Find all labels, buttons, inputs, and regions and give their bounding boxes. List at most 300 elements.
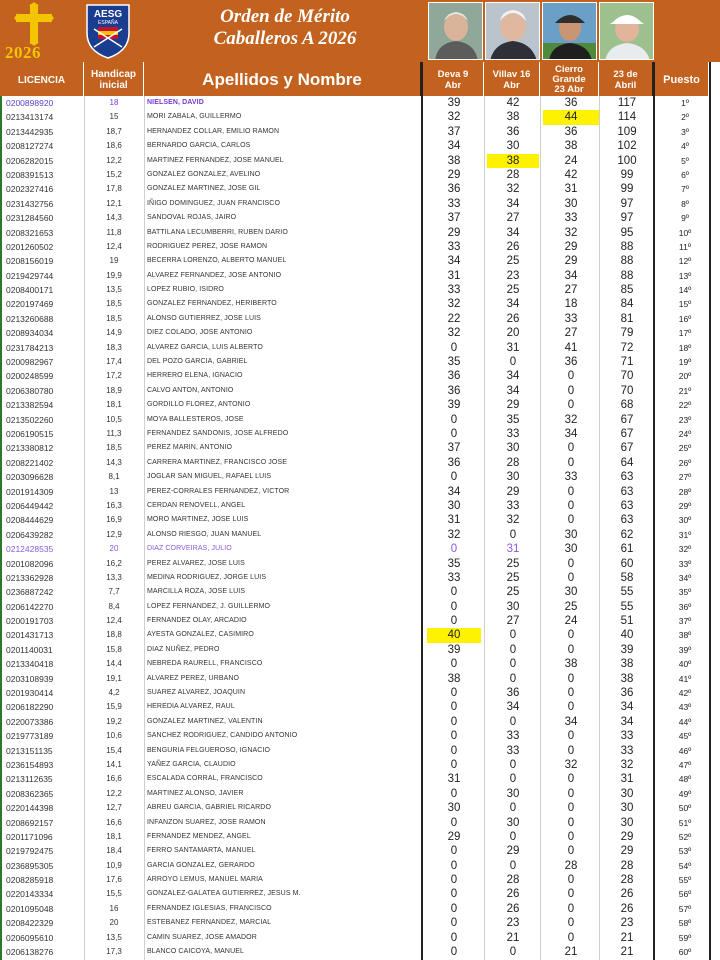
- player-name-cell: DIEZ COLADO, JOSE ANTONIO: [147, 329, 253, 337]
- handicap-cell: 14,4: [106, 659, 122, 669]
- cierro-grande-score-cell: 42: [564, 168, 578, 181]
- total-points-cell: 40: [620, 629, 634, 642]
- player-name-cell: ALVAREZ FERNANDEZ, JOSE ANTONIO: [147, 271, 282, 279]
- total-points-cell: 99: [620, 168, 634, 181]
- column-divider: [484, 96, 485, 960]
- position-cell: 20º: [678, 371, 692, 382]
- total-points-cell: 79: [620, 327, 634, 340]
- cierro-grande-score-cell: 0: [567, 485, 575, 498]
- villaviciosa-score-cell: 30: [506, 442, 520, 455]
- col-header-deva-l2: Abr: [444, 80, 462, 91]
- col-header-licencia: LICENCIA: [0, 62, 84, 98]
- position-cell: 43º: [678, 702, 692, 713]
- position-cell: 13º: [678, 270, 692, 281]
- cierro-grande-score-cell: 30: [564, 586, 578, 599]
- total-points-cell: 33: [620, 744, 634, 757]
- player-name-cell: FERRO SANTAMARTA, MANUEL: [147, 847, 256, 855]
- licencia-cell: 0201095048: [6, 903, 54, 914]
- villaviciosa-score-cell: 30: [506, 471, 520, 484]
- player-name-cell: ESTEBANEZ FERNANDEZ, MARCIAL: [147, 919, 272, 927]
- total-points-cell: 34: [620, 701, 634, 714]
- table-row: [0, 355, 720, 369]
- total-points-cell: 38: [620, 658, 634, 671]
- total-points-cell: 23: [620, 917, 634, 930]
- total-points-cell: 21: [620, 946, 634, 959]
- deva-score-cell: 0: [450, 758, 458, 771]
- player-name-cell: GONZALEZ MARTINEZ, VALENTIN: [147, 717, 263, 725]
- villaviciosa-score-cell: 0: [509, 773, 517, 786]
- position-cell: 55º: [678, 875, 692, 886]
- table-row: [0, 326, 720, 340]
- position-cell: 15º: [678, 299, 692, 310]
- handicap-cell: 18: [109, 98, 119, 107]
- villaviciosa-score-cell: 34: [506, 197, 520, 210]
- table-row: [0, 585, 720, 599]
- player-name-cell: ALVAREZ GARCIA, LUIS ALBERTO: [147, 343, 263, 351]
- col-header-deva-l1: Deva 9: [437, 69, 469, 80]
- handicap-cell: 14,9: [106, 328, 122, 338]
- col-header-villav-l2: Abr: [503, 80, 520, 91]
- position-cell: 34º: [678, 572, 692, 583]
- cierro-grande-score-cell: 36: [564, 125, 578, 138]
- table-row: [0, 801, 720, 815]
- table-row: [0, 571, 720, 585]
- handicap-cell: 15,5: [106, 889, 122, 899]
- total-points-cell: 95: [620, 226, 634, 239]
- aesg-logo-text: AESG: [93, 9, 123, 20]
- villaviciosa-score-cell: 33: [506, 427, 520, 440]
- player-name-cell: MORO MARTINEZ, JOSE LUIS: [147, 516, 249, 524]
- cierro-grande-score-cell: 0: [567, 514, 575, 527]
- col-header-villaviciosa: [484, 62, 540, 98]
- cierro-grande-score-cell: 0: [567, 931, 575, 944]
- cierro-grande-score-cell: 0: [567, 557, 575, 570]
- licencia-cell: 0236887242: [6, 587, 54, 598]
- player-name-cell: RODRIGUEZ PEREZ, JOSE RAMON: [147, 242, 268, 250]
- villaviciosa-score-cell: 34: [506, 701, 520, 714]
- deva-score-cell: 36: [447, 183, 461, 196]
- villaviciosa-score-cell: 33: [506, 730, 520, 743]
- player-name-cell: DIAZ CORVEIRAS, JULIO: [147, 545, 232, 553]
- cierro-grande-score-cell: 0: [567, 845, 575, 858]
- deva-score-cell: 0: [450, 917, 458, 930]
- villaviciosa-score-cell: 32: [506, 514, 520, 527]
- cierro-grande-score-cell: 38: [564, 140, 578, 153]
- villaviciosa-score-cell: 34: [506, 226, 520, 239]
- cierro-grande-score-cell: 0: [567, 816, 575, 829]
- table-row: [0, 628, 720, 642]
- deva-score-cell: 0: [450, 859, 458, 872]
- position-cell: 48º: [678, 774, 692, 785]
- total-points-cell: 36: [620, 687, 634, 700]
- position-cell: 1º: [681, 98, 689, 108]
- total-points-cell: 68: [620, 399, 634, 412]
- deva-score-cell: 0: [450, 701, 458, 714]
- licencia-cell: 0213413174: [6, 112, 54, 123]
- villaviciosa-score-cell: 30: [506, 787, 520, 800]
- total-points-cell: 62: [620, 528, 634, 541]
- handicap-cell: 14,3: [106, 213, 122, 223]
- player-name-cell: PEREZ MARIN, ANTONIO: [147, 444, 233, 452]
- deva-score-cell: 36: [447, 456, 461, 469]
- licencia-cell: 0212428535: [6, 544, 54, 555]
- cierro-grande-score-cell: 0: [567, 802, 575, 815]
- player-name-cell: CAMIN SUAREZ, JOSE AMADOR: [147, 933, 257, 941]
- total-points-cell: 21: [620, 931, 634, 944]
- position-cell: 53º: [678, 846, 692, 857]
- cierro-grande-score-cell: 0: [567, 787, 575, 800]
- deva-score-cell: 31: [447, 514, 461, 527]
- villaviciosa-score-cell: 0: [509, 715, 517, 728]
- position-cell: 50º: [678, 803, 692, 814]
- handicap-cell: 19,2: [106, 716, 122, 726]
- col-header-total-l2: Abril: [614, 80, 637, 91]
- total-points-cell: 85: [620, 284, 634, 297]
- handicap-cell: 13,5: [106, 932, 122, 942]
- table-row: [0, 398, 720, 412]
- player-name-cell: HEREDIA ALVAREZ, RAUL: [147, 703, 235, 711]
- cierro-grande-score-cell: 44: [543, 110, 599, 124]
- licencia-cell: 0219792475: [6, 846, 54, 857]
- handicap-cell: 14,1: [106, 759, 122, 769]
- licencia-cell: 0213112635: [6, 774, 53, 785]
- column-divider-thick: [653, 96, 655, 960]
- table-row: [0, 643, 720, 657]
- column-divider: [144, 96, 145, 960]
- handicap-cell: 14,3: [106, 457, 122, 467]
- licencia-cell: 0206182290: [6, 702, 54, 713]
- player-name-cell: DEL POZO GARCIA, GABRIEL: [147, 358, 248, 366]
- licencia-cell: 0208444629: [6, 515, 54, 526]
- deva-score-cell: 29: [447, 168, 461, 181]
- position-cell: 52º: [678, 831, 692, 842]
- handicap-cell: 12,7: [106, 803, 122, 813]
- villaviciosa-score-cell: 36: [506, 125, 520, 138]
- player-name-cell: GARCIA GONZALEZ, GERARDO: [147, 861, 255, 869]
- table-row: [0, 614, 720, 628]
- table-row: [0, 125, 720, 139]
- table-row: [0, 715, 720, 729]
- total-points-cell: 67: [620, 427, 634, 440]
- position-cell: 26º: [678, 457, 692, 468]
- player-name-cell: SUAREZ ALVAREZ, JOAQUIN: [147, 689, 246, 697]
- licencia-cell: 0200898920: [6, 98, 54, 108]
- villaviciosa-score-cell: 32: [506, 183, 520, 196]
- deva-score-cell: 0: [450, 687, 458, 700]
- villaviciosa-score-cell: 20: [506, 327, 520, 340]
- table-row: [0, 182, 720, 196]
- villaviciosa-score-cell: 36: [506, 687, 520, 700]
- position-cell: 36º: [678, 601, 692, 612]
- table-row: [0, 197, 720, 211]
- position-cell: 11º: [679, 241, 691, 252]
- cierro-grande-score-cell: 0: [567, 442, 575, 455]
- player-name-cell: MARTINEZ FERNANDEZ, JOSE MANUEL: [147, 156, 284, 164]
- deva-score-cell: 31: [447, 269, 461, 282]
- cierro-grande-score-cell: 0: [567, 370, 575, 383]
- position-cell: 54º: [678, 860, 692, 871]
- table-row: [0, 96, 720, 110]
- player-name-cell: PEREZ-CORRALES FERNANDEZ, VICTOR: [147, 487, 290, 495]
- villaviciosa-score-cell: 38: [506, 111, 520, 124]
- year-label: 2026: [5, 43, 41, 62]
- player-name-cell: BECERRA LORENZO, ALBERTO MANUEL: [147, 257, 287, 265]
- cierro-grande-score-cell: 0: [567, 499, 575, 512]
- cierro-grande-score-cell: 0: [567, 830, 575, 843]
- deva-score-cell: 33: [447, 284, 461, 297]
- deva-score-cell: 0: [450, 888, 458, 901]
- position-cell: 31º: [678, 529, 692, 540]
- villaviciosa-score-cell: 0: [509, 946, 517, 959]
- total-points-cell: 29: [620, 830, 634, 843]
- total-points-cell: 63: [620, 485, 634, 498]
- position-cell: 30º: [678, 515, 692, 526]
- ranking-table-body: [0, 96, 720, 959]
- player-name-cell: CERDAN RENOVELL, ANGEL: [147, 501, 246, 509]
- table-row: [0, 744, 720, 758]
- licencia-cell: 0220197469: [6, 299, 54, 310]
- player-name-cell: ALONSO GUTIERREZ, JOSE LUIS: [147, 314, 261, 322]
- player-name-cell: FERNANDEZ SANDONIS, JOSE ALFREDO: [147, 429, 289, 437]
- deva-score-cell: 0: [450, 427, 458, 440]
- table-row: [0, 873, 720, 887]
- player-name-cell: SANDOVAL ROJAS, JAIRO: [147, 214, 237, 222]
- deva-score-cell: 36: [447, 370, 461, 383]
- cierro-grande-score-cell: 0: [567, 730, 575, 743]
- villaviciosa-score-cell: 30: [506, 140, 520, 153]
- table-row: [0, 168, 720, 182]
- handicap-cell: 10,6: [106, 731, 122, 741]
- position-cell: 59º: [678, 932, 692, 943]
- position-cell: 22º: [678, 400, 692, 411]
- cierro-grande-score-cell: 0: [567, 456, 575, 469]
- col-header-puesto: Puesto: [655, 62, 709, 98]
- total-points-cell: 31: [620, 773, 634, 786]
- position-cell: 39º: [678, 644, 692, 655]
- table-row: [0, 729, 720, 743]
- licencia-cell: 0231432756: [6, 198, 54, 209]
- position-cell: 7º: [681, 184, 689, 195]
- position-cell: 16º: [678, 313, 692, 324]
- licencia-cell: 0208391513: [6, 169, 54, 180]
- position-cell: 60º: [678, 947, 692, 958]
- cierro-grande-score-cell: 36: [564, 356, 578, 369]
- total-points-cell: 114: [617, 111, 637, 124]
- player-name-cell: YAÑEZ GARCIA, CLAUDIO: [147, 760, 236, 768]
- deva-score-cell: 0: [450, 471, 458, 484]
- table-row: [0, 859, 720, 873]
- title-line-2: Caballeros A 2026: [213, 28, 357, 49]
- col-header-total-l1: 23 de: [613, 69, 638, 80]
- licencia-cell: 0203096628: [6, 472, 54, 483]
- total-points-cell: 84: [620, 298, 634, 311]
- handicap-cell: 15,9: [106, 702, 122, 712]
- position-cell: 57º: [678, 903, 692, 914]
- licencia-cell: 0236154893: [6, 759, 54, 770]
- licencia-cell: 0213380812: [6, 443, 54, 454]
- player-name-cell: BATTILANA LECUMBERRI, RUBEN DARIO: [147, 228, 288, 236]
- table-row: [0, 844, 720, 858]
- villaviciosa-score-cell: 27: [506, 615, 520, 628]
- total-points-cell: 88: [620, 269, 634, 282]
- table-row: [0, 945, 720, 959]
- licencia-cell: 0213502260: [6, 414, 54, 425]
- player-name-cell: ALVAREZ PEREZ, URBANO: [147, 674, 240, 682]
- handicap-cell: 18,6: [106, 141, 122, 151]
- player-name-cell: NEBREDA RAURELL, FRANCISCO: [147, 660, 263, 668]
- table-row: [0, 211, 720, 225]
- player-name-cell: FERNANDEZ OLAY, ARCADIO: [147, 617, 247, 625]
- player-name-cell: ESCALADA CORRAL, FRANCISCO: [147, 775, 263, 783]
- handicap-cell: 16,9: [106, 515, 122, 525]
- position-cell: 10º: [678, 227, 692, 238]
- position-cell: 27º: [678, 472, 692, 483]
- villaviciosa-score-cell: 33: [506, 744, 520, 757]
- licencia-cell: 0200191703: [6, 616, 54, 627]
- table-row: [0, 485, 720, 499]
- cierro-grande-score-cell: 34: [564, 269, 578, 282]
- deva-score-cell: 34: [447, 255, 461, 268]
- cierro-grande-score-cell: 27: [564, 327, 578, 340]
- handicap-cell: 16,6: [106, 817, 122, 827]
- player-name-cell: SANCHEZ RODRIGUEZ, CANDIDO ANTONIO: [147, 732, 298, 740]
- player-name-cell: GONZALEZ-GALATEA GUTIERREZ, JESUS M.: [147, 890, 301, 898]
- position-cell: 42º: [678, 688, 692, 699]
- handicap-cell: 19,9: [106, 270, 122, 280]
- villaviciosa-score-cell: 29: [506, 845, 520, 858]
- handicap-cell: 17,4: [106, 357, 122, 367]
- position-cell: 32º: [678, 544, 692, 555]
- licencia-cell: 0203108939: [6, 673, 54, 684]
- position-cell: 5º: [681, 155, 689, 166]
- villaviciosa-score-cell: 25: [506, 255, 520, 268]
- handicap-cell: 20: [109, 544, 119, 554]
- aesg-logo-subtext: ESPAÑA: [98, 20, 118, 26]
- position-cell: 18º: [678, 342, 692, 353]
- total-points-cell: 117: [617, 97, 637, 109]
- villaviciosa-score-cell: 29: [506, 399, 520, 412]
- column-divider: [84, 96, 85, 960]
- handicap-cell: 15,4: [106, 745, 122, 755]
- player-name-cell: AYESTA GONZALEZ, CASIMIRO: [147, 631, 254, 639]
- table-row: [0, 499, 720, 513]
- deva-score-cell: 34: [447, 140, 461, 153]
- position-cell: 21º: [678, 385, 692, 396]
- villaviciosa-score-cell: 35: [506, 413, 520, 426]
- deva-score-cell: 0: [450, 715, 458, 728]
- deva-score-cell: 0: [450, 730, 458, 743]
- player-name-cell: MORI ZABALA, GUILLERMO: [147, 113, 242, 121]
- handicap-cell: 18,5: [106, 443, 122, 453]
- deva-score-cell: 37: [447, 442, 461, 455]
- total-points-cell: 100: [617, 154, 637, 167]
- villaviciosa-score-cell: 0: [509, 802, 517, 815]
- player-name-cell: MARCILLA ROZA, JOSE LUIS: [147, 588, 246, 596]
- deva-score-cell: 22: [447, 312, 461, 325]
- handicap-cell: 18,8: [106, 630, 122, 640]
- licencia-cell: 0213260688: [6, 313, 54, 324]
- licencia-cell: 0201260502: [6, 241, 54, 252]
- deva-score-cell: 30: [447, 499, 461, 512]
- deva-score-cell: 0: [450, 845, 458, 858]
- total-points-cell: 61: [620, 543, 634, 556]
- deva-score-cell: 33: [447, 571, 461, 584]
- deva-score-cell: 35: [447, 356, 461, 369]
- handicap-cell: 17,2: [106, 371, 122, 381]
- total-points-cell: 51: [620, 615, 634, 628]
- villaviciosa-score-cell: 27: [506, 212, 520, 225]
- total-points-cell: 26: [620, 888, 634, 901]
- total-points-cell: 88: [620, 240, 634, 253]
- col-header-handicap: [84, 62, 144, 98]
- deva-score-cell: 32: [447, 298, 461, 311]
- licencia-cell: 0201171096: [6, 831, 53, 842]
- col-header-cierro-l3: 23 Abr: [554, 84, 584, 95]
- licencia-cell: 0208285918: [6, 875, 54, 886]
- cierro-grande-score-cell: 30: [564, 543, 578, 556]
- licencia-cell: 0236895305: [6, 860, 54, 871]
- deva-score-cell: 0: [450, 341, 458, 354]
- table-row: [0, 830, 720, 844]
- licencia-cell: 0219773189: [6, 731, 54, 742]
- player-name-cell: MEDINA RODRIGUEZ, JORGE LUIS: [147, 573, 267, 581]
- handicap-cell: 11,3: [106, 428, 122, 438]
- villaviciosa-score-cell: 33: [506, 499, 520, 512]
- villaviciosa-score-cell: 0: [509, 859, 517, 872]
- licencia-cell: 0206142270: [6, 601, 54, 612]
- total-points-cell: 70: [620, 384, 634, 397]
- cierro-grande-score-cell: 0: [567, 384, 575, 397]
- handicap-cell: 13,3: [106, 572, 122, 582]
- licencia-cell: 0208221402: [6, 457, 54, 468]
- table-row: [0, 283, 720, 297]
- handicap-cell: 12,2: [106, 155, 122, 165]
- handicap-cell: 12,4: [106, 616, 122, 626]
- deva-score-cell: 0: [450, 946, 458, 959]
- table-row: [0, 441, 720, 455]
- table-row: [0, 686, 720, 700]
- handicap-cell: 17,8: [106, 184, 122, 194]
- deva-score-cell: 35: [447, 557, 461, 570]
- total-points-cell: 60: [620, 557, 634, 570]
- deva-score-cell: 0: [450, 874, 458, 887]
- licencia-cell: 0206190515: [6, 428, 54, 439]
- cierro-grande-score-cell: 29: [564, 240, 578, 253]
- cierro-grande-score-cell: 31: [564, 183, 578, 196]
- position-cell: 33º: [678, 558, 692, 569]
- player-name-cell: BLANCO CAICOYA, MANUEL: [147, 948, 244, 956]
- handicap-cell: 15: [109, 112, 119, 122]
- deva-score-cell: 31: [447, 773, 461, 786]
- handicap-cell: 19: [109, 256, 119, 266]
- licencia-cell: 0206282015: [6, 155, 54, 166]
- total-points-cell: 39: [620, 643, 634, 656]
- position-cell: 35º: [678, 587, 692, 598]
- position-cell: 49º: [678, 788, 692, 799]
- deva-score-cell: 0: [450, 615, 458, 628]
- player-photo-2: [485, 2, 540, 60]
- position-cell: 29º: [678, 500, 692, 511]
- villaviciosa-score-cell: 26: [506, 240, 520, 253]
- cierro-grande-score-cell: 32: [564, 758, 578, 771]
- cierro-grande-score-cell: 0: [567, 629, 575, 642]
- player-name-cell: HERNANDEZ COLLAR, EMILIO RAMON: [147, 127, 280, 135]
- handicap-cell: 4,2: [108, 688, 120, 698]
- table-row: [0, 413, 720, 427]
- cierro-grande-score-cell: 33: [564, 312, 578, 325]
- deva-score-cell: 0: [450, 600, 458, 613]
- position-cell: 23º: [678, 414, 692, 425]
